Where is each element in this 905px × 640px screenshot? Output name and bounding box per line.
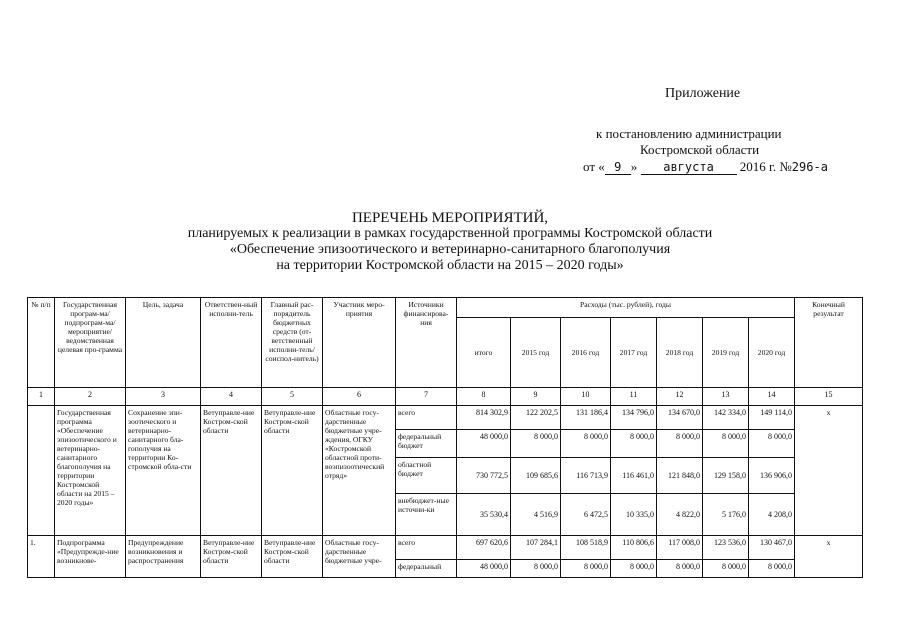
value-2016: 131 186,4 [561, 406, 611, 430]
value-2015: 109 685,6 [511, 458, 561, 494]
value-2018: 117 008,0 [657, 536, 703, 560]
admin-text: Ветуправле-ние Костром-ской области [262, 536, 323, 578]
col-number: 7 [396, 388, 457, 406]
document-title [120, 210, 780, 274]
goal-text: Сохранение эпи-зоотического и ветеринарно-санитарного бла-гополучия на территории Ко-стромской обла-сти [126, 406, 201, 536]
value-total: 814 302,9 [457, 406, 511, 430]
program-name: Подпрограмма «Предупрежде-ние возникнове- [55, 536, 126, 578]
col-number: 4 [201, 388, 262, 406]
value-total: 48 000,0 [457, 560, 511, 578]
source-label: федеральный [396, 560, 457, 578]
value-total: 730 772,5 [457, 458, 511, 494]
header-2018: 2018 год [657, 318, 703, 388]
executor-text: Ветуправле-ние Костром-ской области [201, 406, 262, 536]
value-2015: 8 000,0 [511, 430, 561, 458]
row-num: 1. [28, 536, 55, 578]
column-number-row [28, 388, 863, 406]
value-2019: 129 158,0 [703, 458, 749, 494]
title-line-4: на территории Костромской области на 2015 – 2020 годы» [276, 258, 624, 273]
value-2017: 8 000,0 [611, 430, 657, 458]
value-2016: 6 472,5 [561, 494, 611, 536]
header-num: № п/п [28, 298, 55, 388]
header-goal: Цель, задача [126, 298, 201, 388]
header-2016: 2016 год [561, 318, 611, 388]
result-text: х [795, 536, 863, 578]
value-total: 48 000,0 [457, 430, 511, 458]
table-row [28, 536, 863, 560]
source-label: федеральный бюджет [396, 430, 457, 458]
value-2018: 134 670,0 [657, 406, 703, 430]
col-number: 9 [511, 388, 561, 406]
result-text: х [795, 406, 863, 536]
value-2017: 110 806,6 [611, 536, 657, 560]
value-2015: 122 202,5 [511, 406, 561, 430]
value-2015: 8 000,0 [511, 560, 561, 578]
table-row [28, 406, 863, 430]
col-number: 6 [323, 388, 396, 406]
value-2018: 8 000,0 [657, 430, 703, 458]
value-total: 697 620,6 [457, 536, 511, 560]
header-2015: 2015 год [511, 318, 561, 388]
executor-text: Ветуправле-ние Костром-ской области [201, 536, 262, 578]
col-number: 11 [611, 388, 657, 406]
value-2020: 4 208,0 [749, 494, 795, 536]
header-participant: Участник меро-приятия [323, 298, 396, 388]
source-label: всего [396, 536, 457, 560]
value-2017: 8 000,0 [611, 560, 657, 578]
value-2017: 10 335,0 [611, 494, 657, 536]
annex-line-2: Костромской области [640, 142, 760, 157]
title-main: ПЕРЕЧЕНЬ МЕРОПРИЯТИЙ, [351, 210, 549, 226]
col-number: 15 [795, 388, 863, 406]
value-2020: 8 000,0 [749, 560, 795, 578]
value-2018: 121 848,0 [657, 458, 703, 494]
value-2017: 116 461,0 [611, 458, 657, 494]
value-2016: 116 713,9 [561, 458, 611, 494]
value-2020: 130 467,0 [749, 536, 795, 560]
value-2015: 107 284,1 [511, 536, 561, 560]
source-label: всего [396, 406, 457, 430]
value-2018: 8 000,0 [657, 560, 703, 578]
value-2017: 134 796,0 [611, 406, 657, 430]
col-number: 5 [262, 388, 323, 406]
header-admin: Главный рас-порядитель бюджетных средств (от-ветственный исполни-тель/соиспол-нитель) [262, 298, 323, 388]
date-year: 2016 г. № [739, 159, 792, 174]
col-number: 12 [657, 388, 703, 406]
header-total: итого [457, 318, 511, 388]
value-2019: 5 176,0 [703, 494, 749, 536]
measures-table [27, 297, 863, 578]
annex-date-line [583, 159, 828, 175]
value-2018: 4 822,0 [657, 494, 703, 536]
title-line-2: планируемых к реализации в рамках государственной программы Костромской области [187, 226, 713, 241]
header-expenses: Расходы (тыс. рублей), годы [457, 298, 795, 318]
source-label: внебюджет-ные источни-ки [396, 494, 457, 536]
col-number: 8 [457, 388, 511, 406]
header-result: Конечный результат [795, 298, 863, 388]
source-label: областной бюджет [396, 458, 457, 494]
value-2019: 8 000,0 [703, 560, 749, 578]
header-2019: 2019 год [703, 318, 749, 388]
decree-number: 296-а [791, 160, 828, 174]
header-2017: 2017 год [611, 318, 657, 388]
date-mid: » [630, 159, 638, 174]
header-sources: Источники финансирова-ния [396, 298, 457, 388]
annex-line-1: к постановлению администрации [596, 126, 782, 141]
row-num [28, 406, 55, 536]
admin-text: Ветуправле-ние Костром-ской области [262, 406, 323, 536]
value-total: 35 530,4 [457, 494, 511, 536]
value-2020: 8 000,0 [749, 430, 795, 458]
value-2019: 142 334,0 [703, 406, 749, 430]
value-2016: 8 000,0 [561, 430, 611, 458]
value-2015: 4 516,9 [511, 494, 561, 536]
col-number: 2 [55, 388, 126, 406]
col-number: 1 [28, 388, 55, 406]
date-month: августа [641, 160, 737, 175]
date-day: 9 [605, 160, 631, 175]
value-2016: 8 000,0 [561, 560, 611, 578]
participant-text: Областные госу-дарственные бюджетные учре- [323, 536, 396, 578]
header-2020: 2020 год [749, 318, 795, 388]
col-number: 13 [703, 388, 749, 406]
title-line-3: «Обеспечение эпизоотического и ветеринарно-санитарного благополучия [229, 242, 671, 257]
col-number: 3 [126, 388, 201, 406]
value-2020: 136 906,0 [749, 458, 795, 494]
goal-text: Предупреждение возникновения и распространения [126, 536, 201, 578]
value-2019: 123 536,0 [703, 536, 749, 560]
participant-text: Областные госу-дарственные бюджетные учре-ждения, ОГКУ «Костромской областной проти-воэпизоотический отряд» [323, 406, 396, 536]
annex-title: Приложение [665, 86, 741, 101]
date-prefix: от « [583, 159, 605, 174]
col-number: 10 [561, 388, 611, 406]
header-executor: Ответствен-ный исполни-тель [201, 298, 262, 388]
program-name: Государственная программа «Обеспечение эпизоотического и ветеринарно-санитарного благополучия на территории Костромской области на 2015 –2020 годы» [55, 406, 126, 536]
header-program: Государственная програм-ма/подпрограм-ма/мероприятие/ ведомственная целевая про-грамма [55, 298, 126, 388]
value-2020: 149 114,0 [749, 406, 795, 430]
value-2019: 8 000,0 [703, 430, 749, 458]
value-2016: 108 518,9 [561, 536, 611, 560]
col-number: 14 [749, 388, 795, 406]
